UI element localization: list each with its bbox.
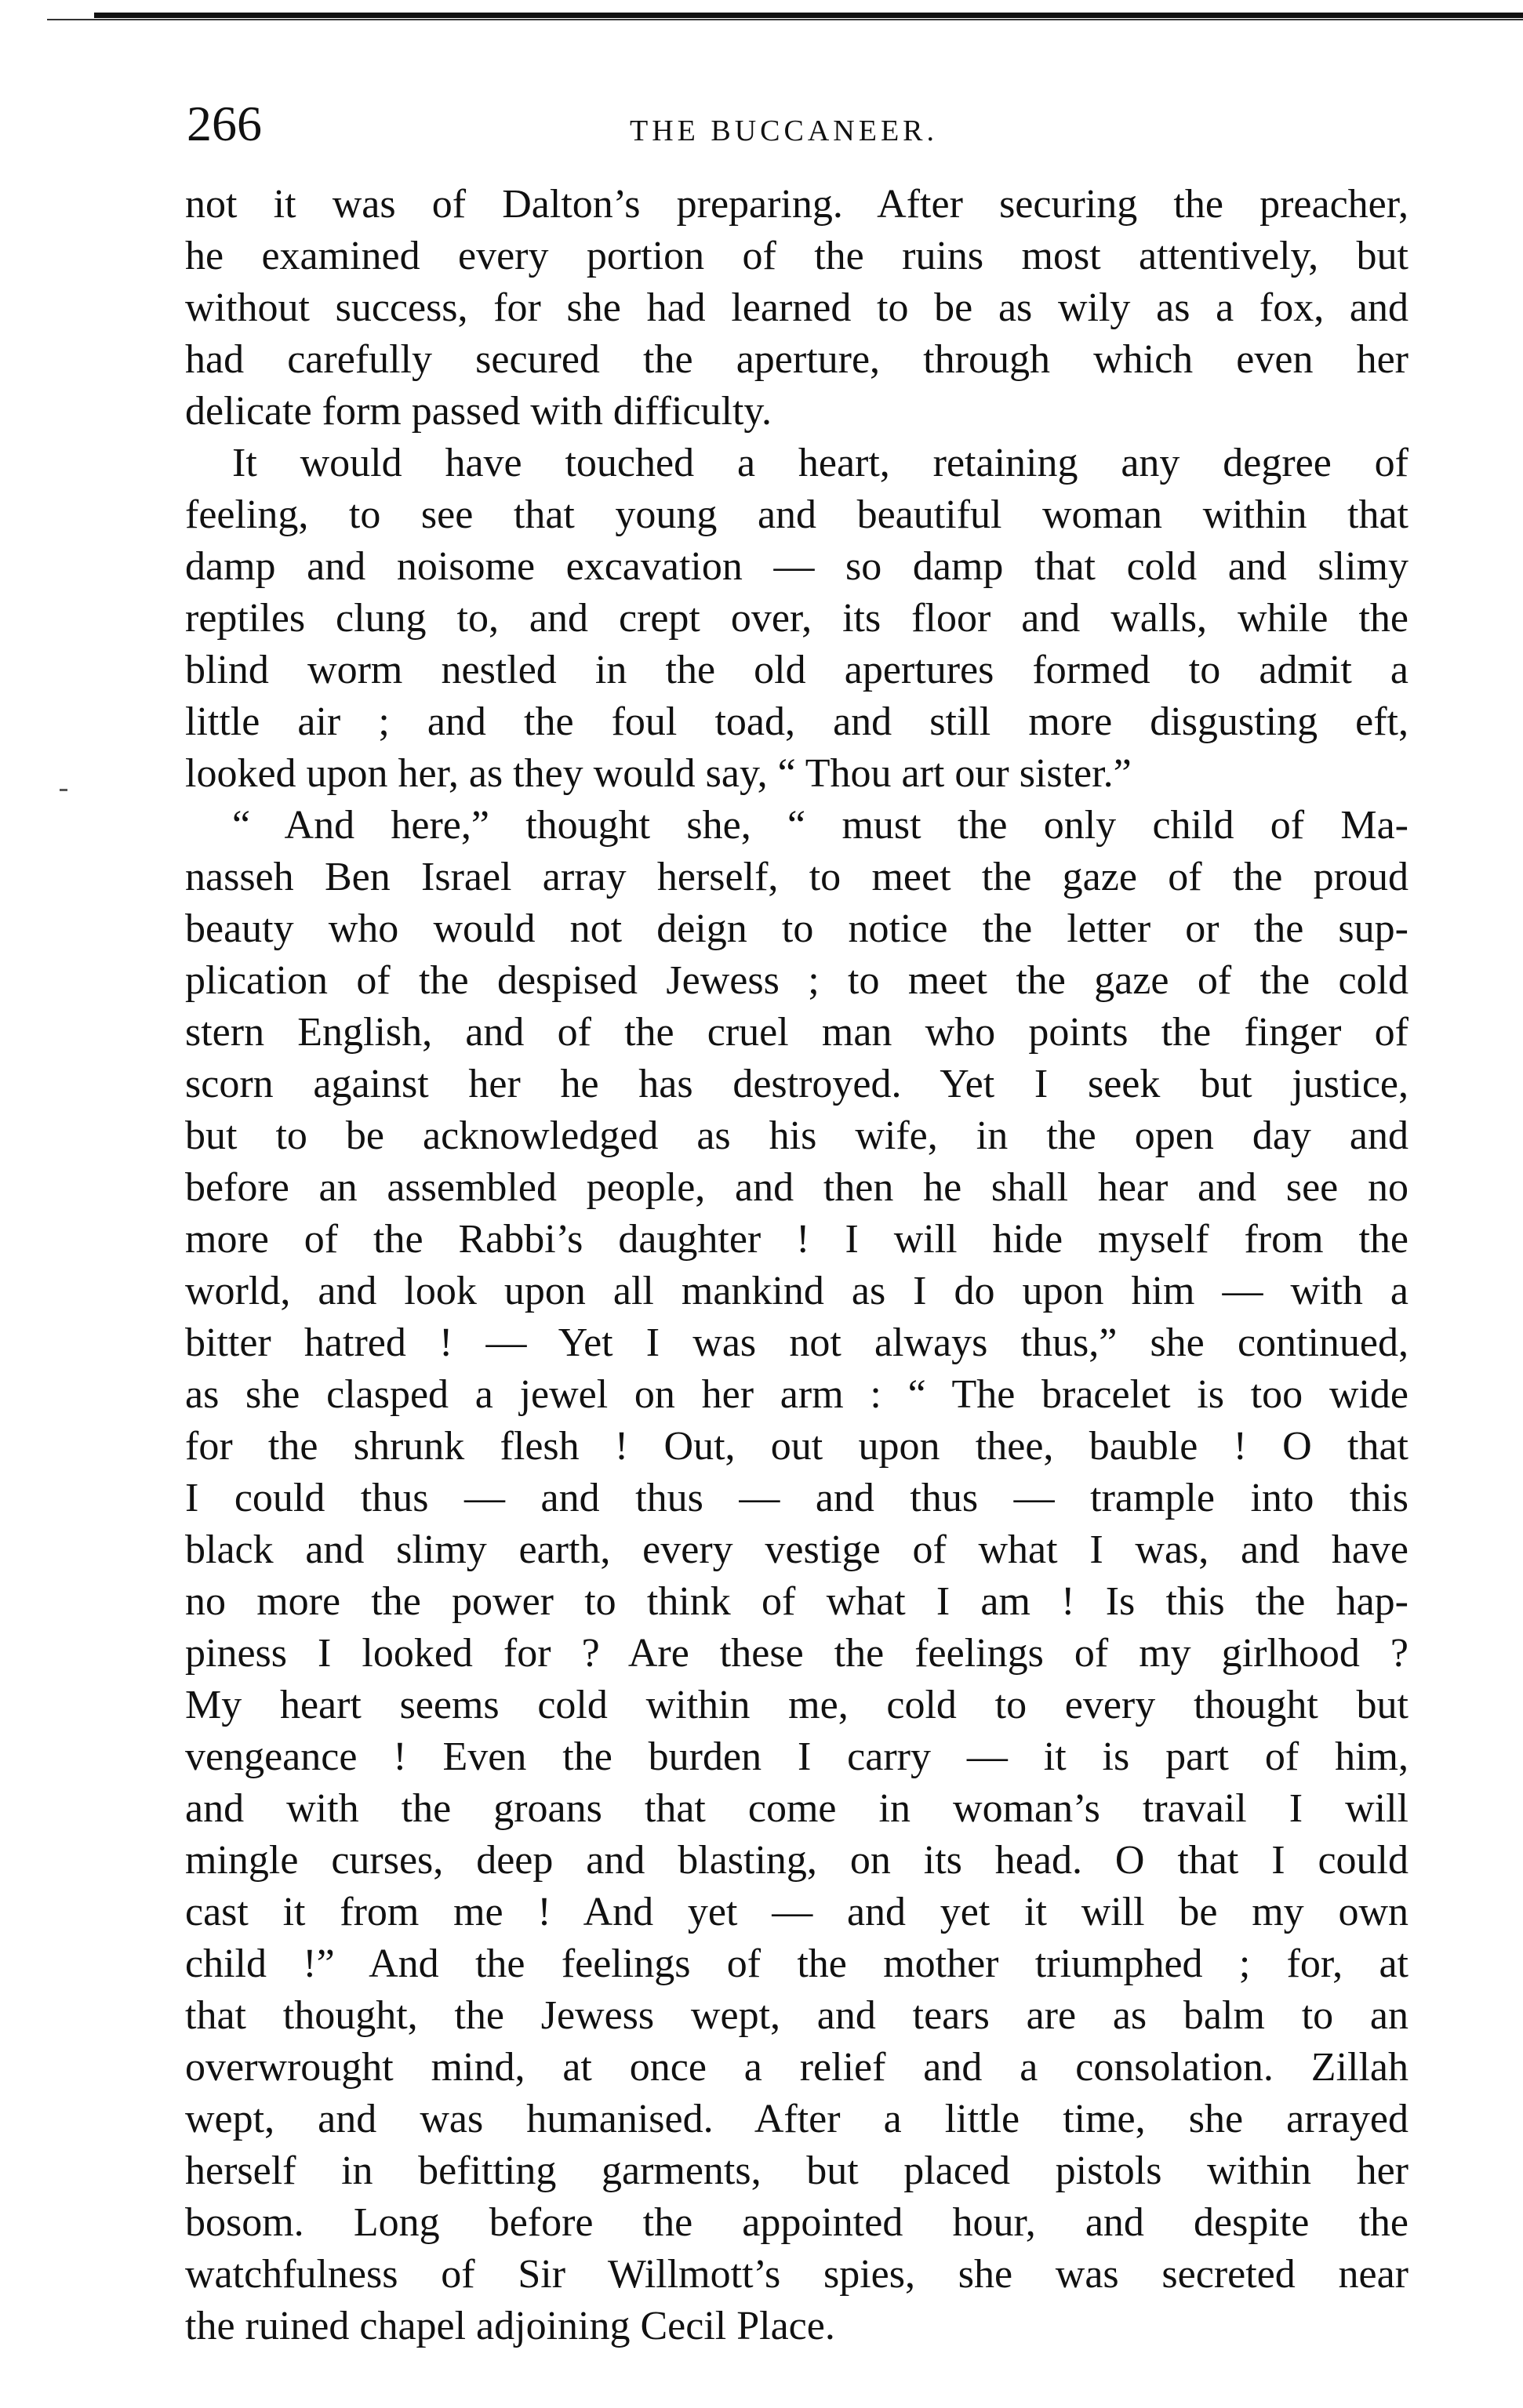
text-line: the ruined chapel adjoining Cecil Place. <box>185 2304 835 2348</box>
text-line: nasseh Ben Israel array herself, to meet the gaze of the proud <box>185 855 1409 899</box>
running-title: THE BUCCANEER. <box>630 114 938 147</box>
text-line: that thought, the Jewess wept, and tears are as balm to an <box>185 1993 1409 2038</box>
text-line: My heart seems cold within me, cold to every thought but <box>185 1683 1409 1727</box>
text-line: for the shrunk flesh ! Out, out upon thee, bauble ! O that <box>185 1424 1409 1469</box>
text-line: delicate form passed with difficulty. <box>185 389 772 434</box>
page-number: 266 <box>187 96 262 151</box>
text-line: It would have touched a heart, retaining any degree of <box>232 441 1409 485</box>
text-line: blind worm nestled in the old apertures formed to admit a <box>185 648 1409 692</box>
text-line: not it was of Dalton’s preparing. After securing the preacher, <box>185 182 1409 227</box>
text-line: cast it from me ! And yet — and yet it will be my own <box>185 1890 1409 1934</box>
text-line: bitter hatred ! — Yet I was not always thus,” she continued, <box>185 1320 1409 1365</box>
text-line: herself in befitting garments, but placed pistols within her <box>185 2148 1409 2193</box>
text-line: plication of the despised Jewess ; to meet the gaze of the cold <box>185 958 1409 1003</box>
text-line: vengeance ! Even the burden I carry — it is part of him, <box>185 1734 1409 1779</box>
text-line: black and slimy earth, every vestige of what I was, and have <box>185 1527 1409 1572</box>
text-line: I could thus — and thus — and thus — trample into this <box>185 1476 1409 1520</box>
text-line: damp and noisome excavation — so damp that cold and slimy <box>185 544 1409 589</box>
text-line: mingle curses, deep and blasting, on its head. O that I could <box>185 1838 1409 1883</box>
text-line: bosom. Long before the appointed hour, and despite the <box>185 2200 1409 2245</box>
top-rule-thin <box>47 19 1523 20</box>
text-line: stern English, and of the cruel man who points the finger of <box>185 1010 1409 1055</box>
text-line: wept, and was humanised. After a little time, she arrayed <box>185 2097 1409 2141</box>
text-line: overwrought mind, at once a relief and a consolation. Zillah <box>185 2045 1409 2090</box>
text-line: reptiles clung to, and crept over, its floor and walls, while the <box>185 596 1409 641</box>
text-line: feeling, to see that young and beautiful woman within that <box>185 492 1409 537</box>
text-line: child !” And the feelings of the mother triumphed ; for, at <box>185 1941 1409 1986</box>
text-line: but to be acknowledged as his wife, in the open day and <box>185 1113 1409 1158</box>
page-header <box>187 93 1441 155</box>
text-line: as she clasped a jewel on her arm : “ The bracelet is too wide <box>185 1372 1409 1417</box>
top-rule <box>94 13 1523 18</box>
body-text <box>185 179 1409 2352</box>
text-line: looked upon her, as they would say, “ Thou art our sister.” <box>185 751 1132 796</box>
text-line: no more the power to think of what I am ! Is this the hap- <box>185 1579 1409 1624</box>
text-line: piness I looked for ? Are these the feelings of my girlhood ? <box>185 1631 1409 1676</box>
text-line: had carefully secured the aperture, through which even her <box>185 337 1409 382</box>
text-line: scorn against her he has destroyed. Yet I seek but justice, <box>185 1062 1409 1106</box>
text-line: beauty who would not deign to notice the letter or the sup- <box>185 906 1409 951</box>
text-line: world, and look upon all mankind as I do upon him — with a <box>185 1269 1409 1313</box>
text-line: watchfulness of Sir Willmott’s spies, she was secreted near <box>185 2252 1409 2297</box>
text-line: “ And here,” thought she, “ must the only child of Ma- <box>232 803 1409 848</box>
text-line: before an assembled people, and then he shall hear and see no <box>185 1165 1409 1210</box>
text-line: he examined every portion of the ruins most attentively, but <box>185 234 1409 278</box>
text-line: more of the Rabbi’s daughter ! I will hide myself from the <box>185 1217 1409 1262</box>
text-line: and with the groans that come in woman’s travail I will <box>185 1786 1409 1831</box>
text-line: without success, for she had learned to be as wily as a fox, and <box>185 285 1409 330</box>
text-line: little air ; and the foul toad, and still more disgusting eft, <box>185 699 1409 744</box>
margin-mark <box>60 789 67 791</box>
